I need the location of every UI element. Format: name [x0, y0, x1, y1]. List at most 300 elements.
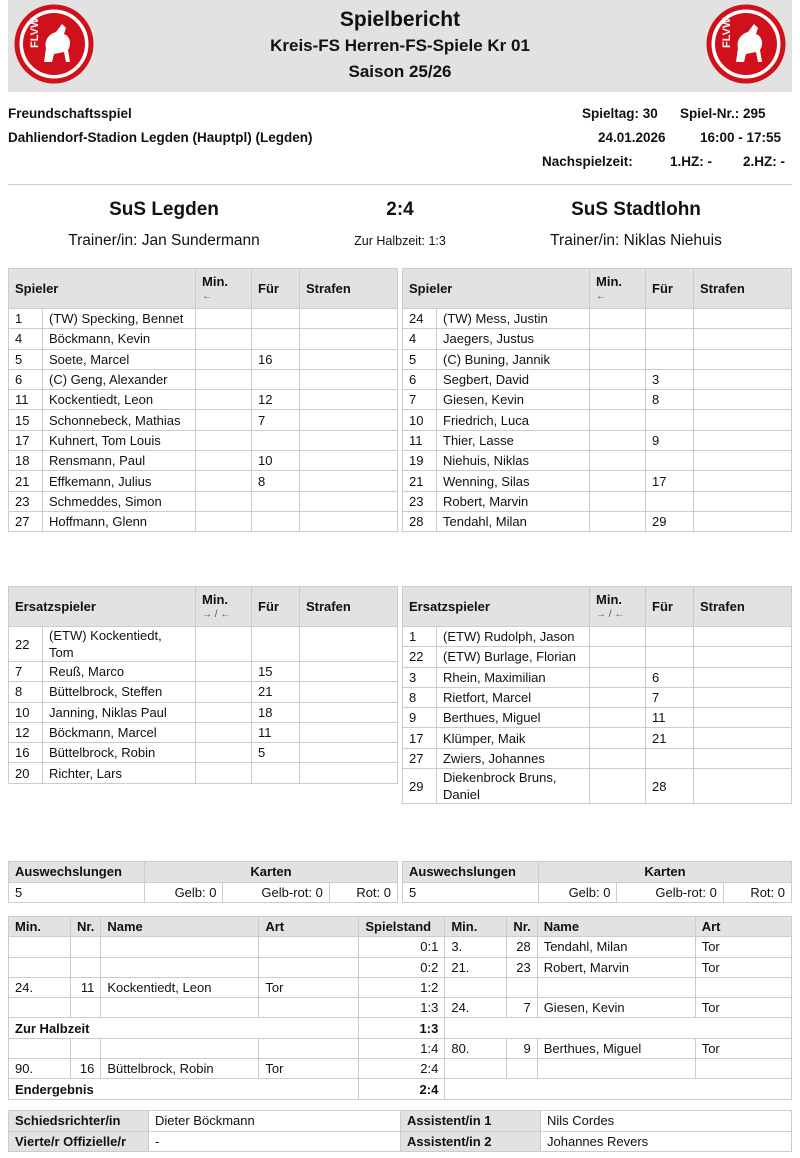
player-min: [590, 491, 646, 511]
player-number: 18: [9, 451, 43, 471]
player-fuer: 17: [646, 471, 694, 491]
col-min: Min. ←: [590, 269, 646, 309]
player-name: Friedrich, Luca: [437, 410, 590, 430]
spiel-nr: Spiel-Nr.: 295: [680, 106, 766, 121]
player-strafen: [694, 451, 792, 471]
player-name: (C) Buning, Jannik: [437, 349, 590, 369]
player-min: [590, 390, 646, 410]
player-min: [590, 687, 646, 707]
player-row: [403, 647, 792, 667]
player-min: [196, 390, 252, 410]
player-fuer: [252, 511, 300, 531]
player-min: [590, 369, 646, 389]
player-min: [196, 743, 252, 763]
player-min: [196, 722, 252, 742]
player-name: Tendahl, Milan: [437, 511, 590, 531]
col-home-art: Art: [259, 917, 359, 937]
col-away-name: Name: [537, 917, 695, 937]
player-fuer: 11: [646, 708, 694, 728]
goal-score: 0:1: [359, 937, 445, 957]
goal-aname: Giesen, Kevin: [537, 998, 695, 1018]
player-min: [196, 451, 252, 471]
player-strafen: [694, 430, 792, 450]
player-min: [196, 627, 252, 662]
player-min: [590, 647, 646, 667]
player-number: 8: [9, 682, 43, 702]
player-number: 27: [9, 511, 43, 531]
player-row: [403, 390, 792, 410]
player-row: [9, 662, 398, 682]
player-min: [590, 451, 646, 471]
player-fuer: 7: [646, 687, 694, 707]
player-row: [403, 430, 792, 450]
rot-count: Rot: 0: [329, 882, 397, 903]
player-min: [590, 511, 646, 531]
player-min: [590, 728, 646, 748]
player-min: [196, 662, 252, 682]
goal-amin: 3.: [445, 937, 507, 957]
player-strafen: [300, 430, 398, 450]
player-strafen: [694, 728, 792, 748]
player-strafen: [694, 769, 792, 804]
player-min: [196, 369, 252, 389]
home-team-name: SuS Legden: [109, 199, 219, 220]
player-strafen: [300, 743, 398, 763]
col-away-art: Art: [695, 917, 791, 937]
player-name: Jaegers, Justus: [437, 329, 590, 349]
player-fuer: [252, 627, 300, 662]
goal-hnr: [71, 937, 101, 957]
rot-count: Rot: 0: [723, 882, 791, 903]
away-lineup-table: [402, 268, 792, 532]
player-name: Janning, Niklas Paul: [43, 702, 196, 722]
goal-anr: 23: [507, 957, 537, 977]
player-number: 1: [403, 627, 437, 647]
col-min: Min. → / ←: [590, 587, 646, 627]
gelb-count: Gelb: 0: [145, 882, 223, 903]
player-row: [9, 722, 398, 742]
player-fuer: [646, 491, 694, 511]
player-number: 1: [9, 309, 43, 329]
player-number: 17: [403, 728, 437, 748]
player-strafen: [694, 687, 792, 707]
col-min: Min. → / ←: [196, 587, 252, 627]
home-summary-table: [8, 861, 398, 903]
col-strafen: Strafen: [694, 587, 792, 627]
player-row: [9, 410, 398, 430]
goal-aart: Tor: [695, 937, 791, 957]
gelbrot-count: Gelb-rot: 0: [617, 882, 723, 903]
player-number: 23: [403, 491, 437, 511]
player-strafen: [694, 349, 792, 369]
goal-hname: Kockentiedt, Leon: [101, 977, 259, 997]
goal-anr: 28: [507, 937, 537, 957]
player-name: (TW) Mess, Justin: [437, 309, 590, 329]
goal-hname: [101, 957, 259, 977]
player-fuer: 7: [252, 410, 300, 430]
player-row: [403, 451, 792, 471]
ausw-count: 5: [403, 882, 539, 903]
player-name: Kockentiedt, Leon: [43, 390, 196, 410]
player-row: [9, 702, 398, 722]
player-strafen: [300, 722, 398, 742]
player-name: Berthues, Miguel: [437, 708, 590, 728]
player-number: 22: [403, 647, 437, 667]
player-strafen: [300, 491, 398, 511]
player-name: Büttelbrock, Robin: [43, 743, 196, 763]
goal-amin: 21.: [445, 957, 507, 977]
col-away-nr: Nr.: [507, 917, 537, 937]
player-name: Schmeddes, Simon: [43, 491, 196, 511]
col-spieler: Spieler: [403, 269, 590, 309]
player-number: 7: [9, 662, 43, 682]
goal-aart: Tor: [695, 1038, 791, 1058]
goal-aart: Tor: [695, 998, 791, 1018]
player-row: [403, 491, 792, 511]
player-name: Böckmann, Marcel: [43, 722, 196, 742]
player-name: Robert, Marvin: [437, 491, 590, 511]
goal-hmin: [9, 998, 71, 1018]
player-fuer: 28: [646, 769, 694, 804]
report-header: [8, 0, 792, 92]
col-spieler: Spieler: [9, 269, 196, 309]
player-strafen: [300, 369, 398, 389]
col-spielstand: Spielstand: [359, 917, 445, 937]
player-min: [590, 667, 646, 687]
player-row: [9, 471, 398, 491]
endresult-row-score: 2:4: [359, 1079, 445, 1099]
player-number: 15: [9, 410, 43, 430]
goal-aname: Tendahl, Milan: [537, 937, 695, 957]
player-fuer: 21: [646, 728, 694, 748]
goal-hname: Büttelbrock, Robin: [101, 1059, 259, 1079]
player-number: 21: [403, 471, 437, 491]
col-home-nr: Nr.: [71, 917, 101, 937]
player-min: [196, 309, 252, 329]
report-title: Spielbericht: [339, 8, 461, 31]
ausw-count: 5: [9, 882, 145, 903]
col-strafen: Strafen: [694, 269, 792, 309]
player-min: [590, 708, 646, 728]
player-name: (ETW) Burlage, Florian: [437, 647, 590, 667]
player-number: 6: [9, 369, 43, 389]
player-row: [9, 763, 398, 783]
player-fuer: [646, 451, 694, 471]
player-strafen: [300, 309, 398, 329]
player-min: [196, 329, 252, 349]
officials-table: [8, 1110, 792, 1152]
player-name: Wenning, Silas: [437, 471, 590, 491]
goal-row: [9, 998, 792, 1018]
player-number: 6: [403, 369, 437, 389]
player-number: 3: [403, 667, 437, 687]
flvw-logo-right: [706, 4, 786, 84]
player-strafen: [300, 471, 398, 491]
nachspielzeit-hz1: 1.HZ: -: [670, 154, 712, 169]
assistant1-name: Nils Cordes: [541, 1111, 792, 1132]
player-fuer: 29: [646, 511, 694, 531]
player-strafen: [694, 627, 792, 647]
player-number: 29: [403, 769, 437, 804]
final-score: 2:4: [386, 199, 414, 220]
goal-hname: [101, 937, 259, 957]
gelbrot-count: Gelb-rot: 0: [223, 882, 329, 903]
player-row: [9, 627, 398, 662]
nachspielzeit-label: Nachspielzeit:: [542, 154, 633, 169]
goal-aart: [695, 1059, 791, 1079]
col-ersatzspieler: Ersatzspieler: [9, 587, 196, 627]
col-strafen: Strafen: [300, 269, 398, 309]
player-strafen: [694, 309, 792, 329]
goal-aname: [537, 977, 695, 997]
player-number: 28: [403, 511, 437, 531]
player-fuer: 10: [252, 451, 300, 471]
player-row: [9, 329, 398, 349]
player-strafen: [300, 410, 398, 430]
player-min: [196, 471, 252, 491]
player-min: [196, 491, 252, 511]
player-min: [196, 682, 252, 702]
col-fuer: Für: [252, 269, 300, 309]
goal-hart: [259, 957, 359, 977]
player-name: (ETW) Rudolph, Jason: [437, 627, 590, 647]
player-name: (ETW) Kockentiedt, Tom: [43, 627, 196, 662]
gelb-count: Gelb: 0: [539, 882, 617, 903]
player-number: 12: [9, 722, 43, 742]
player-row: [9, 491, 398, 511]
player-name: Soete, Marcel: [43, 349, 196, 369]
halftime-row: [9, 1018, 792, 1038]
goal-aname: [537, 1059, 695, 1079]
player-name: Diekenbrock Bruns, Daniel: [437, 769, 590, 804]
goal-anr: [507, 977, 537, 997]
goal-hmin: [9, 1038, 71, 1058]
col-fuer: Für: [646, 269, 694, 309]
col-fuer: Für: [646, 587, 694, 627]
venue: Dahliendorf-Stadion Legden (Hauptpl) (Legden): [8, 130, 313, 145]
player-min: [590, 627, 646, 647]
player-strafen: [694, 369, 792, 389]
assistant2-name: Johannes Revers: [541, 1131, 792, 1152]
home-subs-table: [8, 586, 398, 784]
player-row: [9, 369, 398, 389]
player-fuer: 3: [646, 369, 694, 389]
player-strafen: [300, 349, 398, 369]
player-number: 4: [9, 329, 43, 349]
player-min: [196, 410, 252, 430]
player-fuer: [252, 763, 300, 783]
karten-label: Karten: [539, 862, 792, 883]
goal-hart: [259, 998, 359, 1018]
player-row: [403, 728, 792, 748]
player-strafen: [300, 662, 398, 682]
fourth-official-name: -: [149, 1131, 401, 1152]
goal-row: [9, 957, 792, 977]
player-name: (TW) Specking, Bennet: [43, 309, 196, 329]
player-strafen: [300, 511, 398, 531]
season-label: Saison 25/26: [348, 62, 452, 81]
col-fuer: Für: [252, 587, 300, 627]
endresult-row-empty: [445, 1079, 792, 1099]
goals-table: [8, 916, 792, 1100]
player-row: [9, 682, 398, 702]
goal-hart: [259, 1038, 359, 1058]
player-number: 17: [9, 430, 43, 450]
player-fuer: 16: [252, 349, 300, 369]
player-fuer: [646, 748, 694, 768]
player-number: 21: [9, 471, 43, 491]
goal-amin: [445, 977, 507, 997]
goal-anr: 7: [507, 998, 537, 1018]
goal-hart: Tor: [259, 1059, 359, 1079]
player-min: [590, 329, 646, 349]
goal-hmin: 90.: [9, 1059, 71, 1079]
player-strafen: [694, 471, 792, 491]
player-min: [590, 410, 646, 430]
player-fuer: [646, 309, 694, 329]
goal-hmin: [9, 957, 71, 977]
player-name: Zwiers, Johannes: [437, 748, 590, 768]
ausw-label: Auswechslungen: [9, 862, 145, 883]
goal-score: 2:4: [359, 1059, 445, 1079]
halftime-row-empty: [445, 1018, 792, 1038]
player-strafen: [300, 682, 398, 702]
player-number: 24: [403, 309, 437, 329]
player-min: [590, 748, 646, 768]
divider: [8, 184, 792, 185]
nachspielzeit-hz2: 2.HZ: -: [743, 154, 785, 169]
player-fuer: 5: [252, 743, 300, 763]
player-row: [403, 667, 792, 687]
col-ersatzspieler: Ersatzspieler: [403, 587, 590, 627]
player-strafen: [694, 667, 792, 687]
assistant1-label: Assistent/in 1: [401, 1111, 541, 1132]
player-min: [590, 309, 646, 329]
fourth-official-label: Vierte/r Offizielle/r: [9, 1131, 149, 1152]
player-name: Böckmann, Kevin: [43, 329, 196, 349]
player-row: [9, 309, 398, 329]
endresult-row-label: Endergebnis: [9, 1079, 359, 1099]
player-number: 20: [9, 763, 43, 783]
player-strafen: [300, 390, 398, 410]
player-fuer: 21: [252, 682, 300, 702]
player-row: [9, 451, 398, 471]
player-name: Büttelbrock, Steffen: [43, 682, 196, 702]
player-min: [196, 702, 252, 722]
goal-row: [9, 937, 792, 957]
player-fuer: [252, 491, 300, 511]
spieltag: Spieltag: 30: [582, 106, 658, 121]
goal-aname: Berthues, Miguel: [537, 1038, 695, 1058]
player-row: [403, 349, 792, 369]
player-name: Schonnebeck, Mathias: [43, 410, 196, 430]
player-number: 4: [403, 329, 437, 349]
player-number: 16: [9, 743, 43, 763]
goal-score: 1:2: [359, 977, 445, 997]
goal-anr: 9: [507, 1038, 537, 1058]
player-strafen: [694, 329, 792, 349]
goal-anr: [507, 1059, 537, 1079]
goal-hname: [101, 1038, 259, 1058]
karten-label: Karten: [145, 862, 398, 883]
player-strafen: [300, 763, 398, 783]
col-strafen: Strafen: [300, 587, 398, 627]
goal-hnr: [71, 998, 101, 1018]
player-min: [590, 430, 646, 450]
halftime-row-score: 1:3: [359, 1018, 445, 1038]
goal-row: [9, 977, 792, 997]
player-min: [590, 471, 646, 491]
goal-hnr: 11: [71, 977, 101, 997]
goal-score: 1:4: [359, 1038, 445, 1058]
player-name: Giesen, Kevin: [437, 390, 590, 410]
player-fuer: 12: [252, 390, 300, 410]
player-name: Effkemann, Julius: [43, 471, 196, 491]
player-strafen: [694, 491, 792, 511]
player-min: [196, 349, 252, 369]
player-name: Hoffmann, Glenn: [43, 511, 196, 531]
player-number: 9: [403, 708, 437, 728]
player-row: [9, 390, 398, 410]
player-min: [196, 430, 252, 450]
goal-score: 1:3: [359, 998, 445, 1018]
player-row: [403, 329, 792, 349]
player-strafen: [300, 702, 398, 722]
halftime-row-label: Zur Halbzeit: [9, 1018, 359, 1038]
player-fuer: [646, 647, 694, 667]
col-home-name: Name: [101, 917, 259, 937]
player-row: [9, 743, 398, 763]
player-row: [403, 471, 792, 491]
player-name: Rhein, Maximilian: [437, 667, 590, 687]
goal-hname: [101, 998, 259, 1018]
player-number: 7: [403, 390, 437, 410]
player-fuer: [252, 430, 300, 450]
home-trainer: Trainer/in: Jan Sundermann: [68, 232, 260, 249]
player-name: (C) Geng, Alexander: [43, 369, 196, 389]
player-fuer: [646, 627, 694, 647]
goal-aart: Tor: [695, 957, 791, 977]
player-strafen: [694, 748, 792, 768]
player-fuer: 11: [252, 722, 300, 742]
away-team-name: SuS Stadtlohn: [571, 199, 701, 220]
player-row: [403, 687, 792, 707]
player-row: [403, 369, 792, 389]
player-number: 27: [403, 748, 437, 768]
col-min: Min. ←: [196, 269, 252, 309]
goal-row: [9, 1059, 792, 1079]
away-trainer: Trainer/in: Niklas Niehuis: [550, 232, 722, 249]
goal-amin: 24.: [445, 998, 507, 1018]
player-row: [9, 511, 398, 531]
goal-hnr: [71, 957, 101, 977]
player-name: Thier, Lasse: [437, 430, 590, 450]
player-fuer: 18: [252, 702, 300, 722]
player-name: Rensmann, Paul: [43, 451, 196, 471]
player-name: Richter, Lars: [43, 763, 196, 783]
player-strafen: [694, 708, 792, 728]
player-fuer: 8: [252, 471, 300, 491]
player-name: Reuß, Marco: [43, 662, 196, 682]
away-summary-table: [402, 861, 792, 903]
player-strafen: [694, 511, 792, 531]
flvw-logo-left: [14, 4, 94, 84]
player-row: [403, 627, 792, 647]
endresult-row: [9, 1079, 792, 1099]
goal-row: [9, 1038, 792, 1058]
player-fuer: [252, 369, 300, 389]
player-row: [403, 511, 792, 531]
